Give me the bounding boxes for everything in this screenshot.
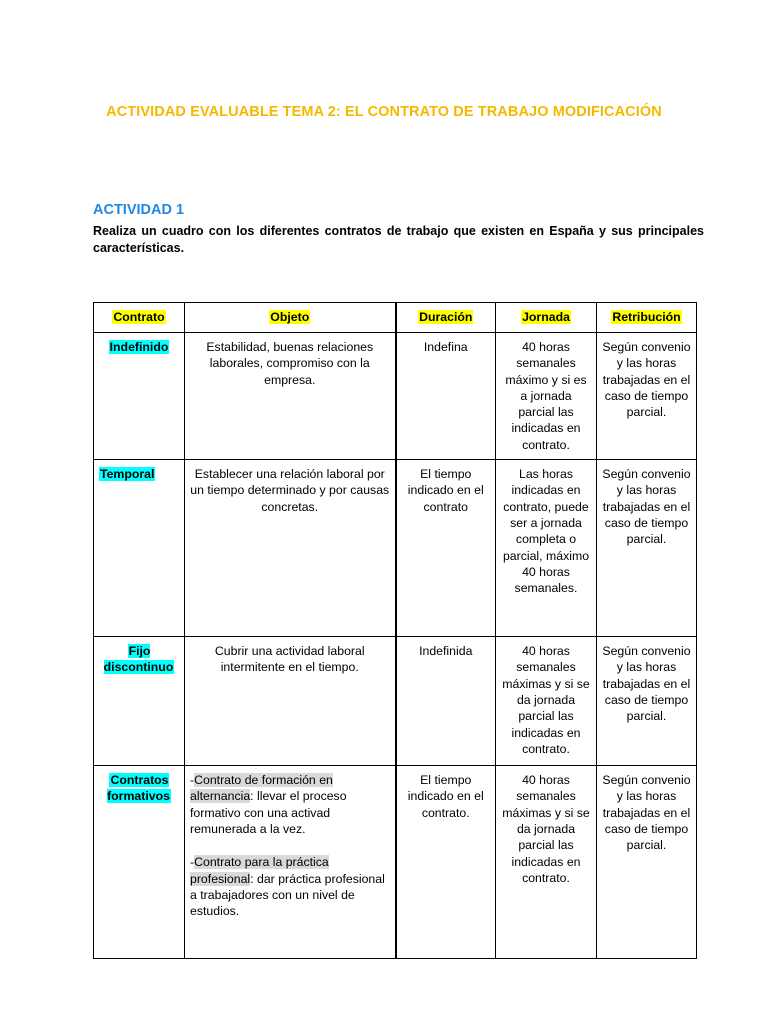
cell-duracion: Indefina [396,333,496,460]
cell-jornada: 40 horas semanales máximas y si se da jornada parcial las indicadas en contrato. [496,637,597,766]
document-title: ACTIVIDAD EVALUABLE TEMA 2: EL CONTRATO DE TRABAJO MODIFICACIÓN [106,104,662,120]
table-row [94,460,697,637]
cell-duracion: El tiempo indicado en el contrato. [396,766,496,959]
activity-heading: ACTIVIDAD 1 [93,202,185,218]
table-row [94,766,697,959]
contracts-table [93,302,697,959]
cell-jornada: Las horas indicadas en contrato, puede ser a jornada completa o parcial, máximo 40 horas semanales. [496,460,597,637]
table-row [94,637,697,766]
objeto-item: -Contrato de formación en alternancia: llevar el proceso formativo con una activad remunerada a la vez. [190,773,347,836]
cell-retribucion: Según convenio y las horas trabajadas en el caso de tiempo parcial. [597,333,697,460]
cell-retribucion: Según convenio y las horas trabajadas en el caso de tiempo parcial. [597,766,697,959]
cell-contrato: Contratos formativos [94,766,185,959]
cell-duracion: Indefinida [396,637,496,766]
header-jornada: Jornada [496,303,597,333]
cell-duracion: El tiempo indicado en el contrato [396,460,496,637]
cell-objeto: Cubrir una actividad laboral intermitente en el tiempo. [185,637,396,766]
objeto-item: -Contrato para la práctica profesional: dar práctica profesional a trabajadores con un nivel de estudios. [190,855,385,919]
cell-objeto: Estabilidad, buenas relaciones laborales, compromiso con la empresa. [185,333,396,460]
header-objeto: Objeto [185,303,396,333]
header-duracion: Duración [396,303,496,333]
cell-contrato: Indefinido [94,333,185,460]
header-contrato: Contrato [94,303,185,333]
table-header-row [94,303,697,333]
activity-instruction: Realiza un cuadro con los diferentes contratos de trabajo que existen en España y sus principales características. [93,224,704,255]
cell-retribucion: Según convenio y las horas trabajadas en el caso de tiempo parcial. [597,460,697,637]
table-row [94,333,697,460]
cell-objeto [185,766,396,959]
header-retribucion: Retribución [597,303,697,333]
cell-contrato: Fijo discontinuo [94,637,185,766]
cell-jornada: 40 horas semanales máximo y si es a jornada parcial las indicadas en contrato. [496,333,597,460]
cell-objeto: Establecer una relación laboral por un tiempo determinado y por causas concretas. [185,460,396,637]
cell-contrato: Temporal [94,460,185,637]
cell-retribucion: Según convenio y las horas trabajadas en el caso de tiempo parcial. [597,637,697,766]
cell-jornada: 40 horas semanales máximas y si se da jornada parcial las indicadas en contrato. [496,766,597,959]
